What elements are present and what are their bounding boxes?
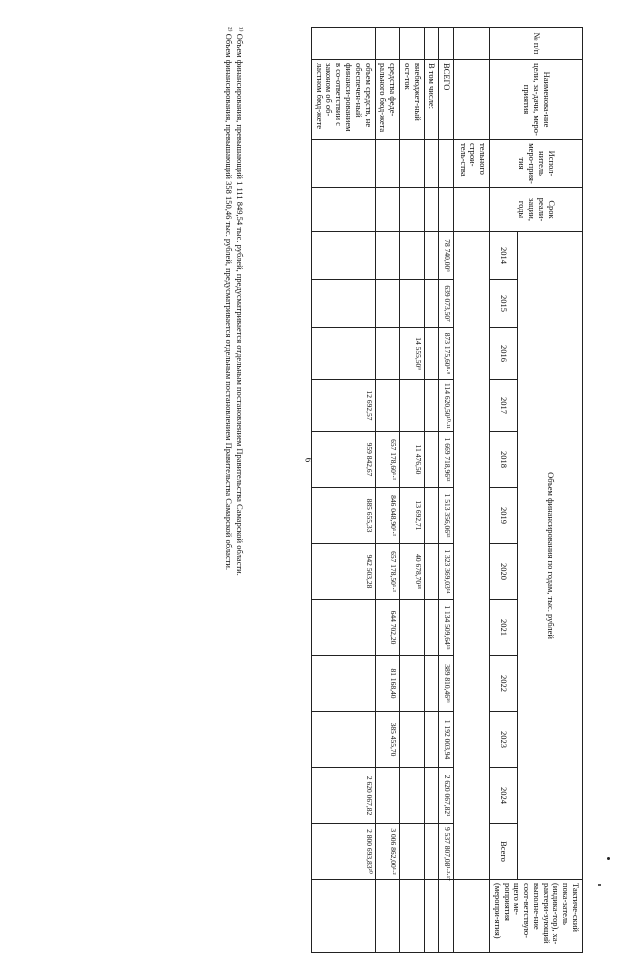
- cell-empty: [454, 232, 490, 880]
- cell-value: 114 620,50¹⁰·¹¹: [439, 380, 454, 432]
- header-year-2023: 2023: [490, 712, 518, 768]
- cell-value: [375, 280, 400, 328]
- header-row-top: [518, 28, 583, 953]
- header-name: Наименова-ние цели, за-дачи, меро-приятия: [490, 60, 583, 140]
- cell-value: [424, 656, 439, 712]
- header-year-2024: 2024: [490, 768, 518, 824]
- cell-value: 1 134 509,64¹⁵: [439, 600, 454, 656]
- cell-num: [311, 28, 375, 60]
- cell-value: [424, 432, 439, 488]
- header-year-2015: 2015: [490, 280, 518, 328]
- footnote-2: ²⁾ Объем финансирования, превышающий 358 150,46 тыс. рублей, предусматривается отдельным постановлением Правительства Самарской области.: [223, 27, 234, 571]
- cell-value: [311, 280, 375, 328]
- cell-period: [454, 188, 490, 232]
- header-year-2019: 2019: [490, 488, 518, 544]
- header-year-2016: 2016: [490, 328, 518, 380]
- cell-value: [400, 280, 425, 328]
- cell-value: 389 810,46¹⁶: [439, 656, 454, 712]
- table-row: [439, 28, 454, 953]
- cell-value: 385 455,70: [375, 712, 400, 768]
- cell-value: [424, 232, 439, 280]
- cell-executor: [439, 140, 454, 188]
- cell-value: 3 006 862,00¹·²: [375, 824, 400, 880]
- cell-executor-cont: тельного строи-тель-ства: [454, 140, 490, 188]
- cell-executor: [400, 140, 425, 188]
- rotated-page-content: [223, 27, 583, 945]
- header-executor: Испол-нитель меро-прия-тия: [490, 140, 583, 188]
- cell-value: 81 168,40: [375, 656, 400, 712]
- cell-num: [400, 28, 425, 60]
- cell-indicator: [311, 880, 375, 953]
- cell-num: [375, 28, 400, 60]
- table-row: [424, 28, 439, 953]
- cell-value: [400, 824, 425, 880]
- cell-value: 2 800 693,83²⁰: [311, 824, 375, 880]
- cell-value: 1 513 356,06¹³: [439, 488, 454, 544]
- cell-value: [375, 768, 400, 824]
- scan-mark: [607, 857, 610, 860]
- cell-value: [311, 712, 375, 768]
- cell-value: [424, 768, 439, 824]
- cell-value: [375, 328, 400, 380]
- cell-value: [311, 656, 375, 712]
- financing-table: [311, 27, 583, 953]
- cell-period: [424, 188, 439, 232]
- footnote-1: ¹⁾ Объем финансирования, превышающий 1 111 849,54 тыс. рублей, предусматривается отдельным постановлением Правительства Самарской области.: [235, 27, 245, 576]
- cell-indicator: [424, 880, 439, 953]
- cell-period: [400, 188, 425, 232]
- cell-indicator: [400, 880, 425, 953]
- header-period: Срок реали-зации, годы: [490, 188, 583, 232]
- cell-value: 9 537 807,08¹·²·¹⁷: [439, 824, 454, 880]
- cell-period: [439, 188, 454, 232]
- cell-value: [375, 380, 400, 432]
- cell-value: [311, 328, 375, 380]
- cell-value: [400, 380, 425, 432]
- cell-value: 1 669 718,96¹²: [439, 432, 454, 488]
- cell-value: [400, 712, 425, 768]
- cell-value: 639 073,50⁷: [439, 280, 454, 328]
- cell-value: [424, 544, 439, 600]
- cell-value: [424, 824, 439, 880]
- cell-indicator: [375, 880, 400, 953]
- cell-value: [424, 328, 439, 380]
- cell-value: [400, 600, 425, 656]
- cell-value: 657 178,60¹·³: [375, 432, 400, 488]
- cell-value: 1 192 003,94: [439, 712, 454, 768]
- row-label: В том числе:: [424, 60, 439, 140]
- cell-value: 11 476,50: [400, 432, 425, 488]
- cell-period: [375, 188, 400, 232]
- cell-value: [311, 600, 375, 656]
- cell-value: [424, 488, 439, 544]
- cell-indicator: [439, 880, 454, 953]
- cell-value: 40 678,70¹⁸: [400, 544, 425, 600]
- header-indicator: Тактиче-ский пока-затель (индика-тор), ха-рактери-зующий выполне-ние соот-ветствую-щего ме-роприятия (меропри-ятия): [490, 880, 583, 953]
- cell-name: [454, 60, 490, 140]
- cell-value: 2 620 067,82¹: [439, 768, 454, 824]
- cell-value: [424, 280, 439, 328]
- row-label: объем средств, не обеспечен-ный финанси-рованием в со-ответствии с законом об об-ластном бюд-жете: [311, 60, 375, 140]
- cell-indicator: [454, 880, 490, 953]
- cell-value: [424, 380, 439, 432]
- cell-value: 14 555,50⁹: [400, 328, 425, 380]
- cell-value: [400, 656, 425, 712]
- cell-period: [311, 188, 375, 232]
- cell-value: 78 740,00⁶: [439, 232, 454, 280]
- cell-value: 12 692,57: [311, 380, 375, 432]
- table-row: [400, 28, 425, 953]
- header-year-2021: 2021: [490, 600, 518, 656]
- cell-executor: [311, 140, 375, 188]
- cell-value: [311, 232, 375, 280]
- row-label: средства феде-рального бюд-жета: [375, 60, 400, 140]
- cell-value: 885 655,33: [311, 488, 375, 544]
- footnotes: [222, 27, 245, 897]
- row-label: ВСЕГО: [439, 60, 454, 140]
- cell-value: 846 048,90¹·³: [375, 488, 400, 544]
- header-year-2014: 2014: [490, 232, 518, 280]
- cell-value: 1 323 369,03¹⁴: [439, 544, 454, 600]
- table-row: [375, 28, 400, 953]
- header-year-2020: 2020: [490, 544, 518, 600]
- cell-num: [424, 28, 439, 60]
- cell-value: 13 692,71: [400, 488, 425, 544]
- cell-executor: [424, 140, 439, 188]
- cell-value: 959 842,67: [311, 432, 375, 488]
- cell-value: [424, 712, 439, 768]
- table-row: [454, 28, 490, 953]
- cell-value: 942 503,28: [311, 544, 375, 600]
- cell-value: 2 620 067,82: [311, 768, 375, 824]
- header-year-2017: 2017: [490, 380, 518, 432]
- header-year-2018: 2018: [490, 432, 518, 488]
- cell-executor: [375, 140, 400, 188]
- header-financing: Объем финансирования по годам, тыс. рублей: [518, 232, 583, 880]
- header-year-2022: 2022: [490, 656, 518, 712]
- cell-value: 873 175,60⁸·⁹: [439, 328, 454, 380]
- cell-value: [375, 232, 400, 280]
- cell-value: 644 702,20: [375, 600, 400, 656]
- scan-mark: [598, 884, 601, 886]
- cell-value: [424, 600, 439, 656]
- header-total: Всего: [490, 824, 518, 880]
- cell-value: 657 178,50¹·³: [375, 544, 400, 600]
- page-number: 6: [303, 457, 314, 463]
- table-row: [311, 28, 375, 953]
- cell-value: [400, 768, 425, 824]
- header-num: № п/п: [490, 28, 583, 60]
- cell-num: [439, 28, 454, 60]
- cell-value: [400, 232, 425, 280]
- cell-num: [454, 28, 490, 60]
- row-label: внебюджет-ный ост-ток: [400, 60, 425, 140]
